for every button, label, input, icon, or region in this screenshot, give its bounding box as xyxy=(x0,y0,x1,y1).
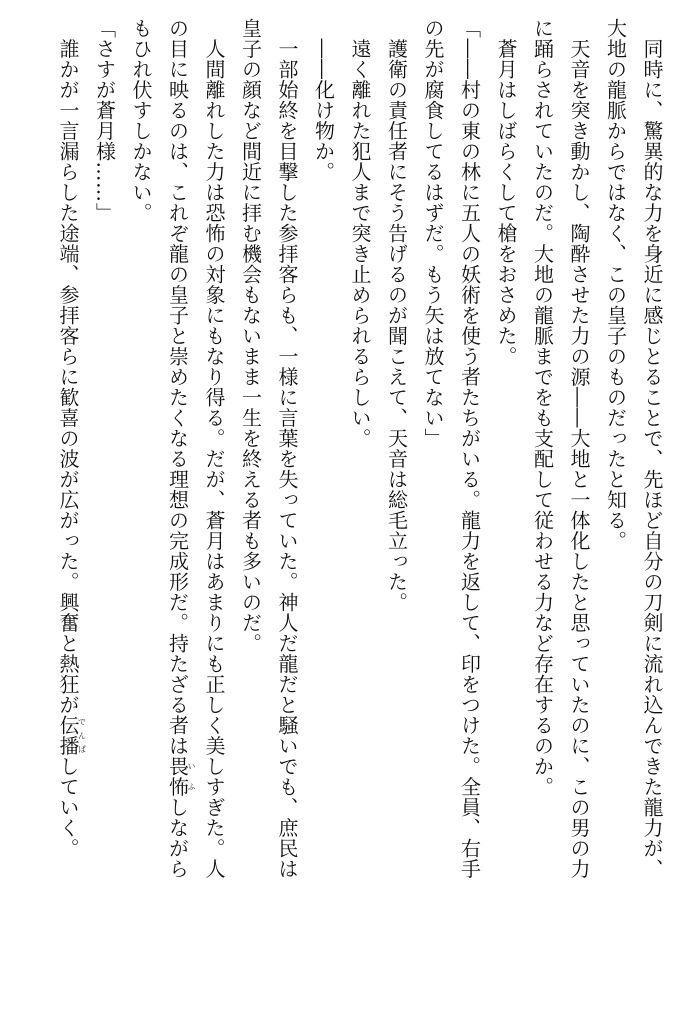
text-line-13: 人間離れした力は恐怖の対象にもなり得る。だが、蒼月はあまりにも正しく美しすぎた。人 xyxy=(202,18,226,879)
text-line-16: 「さすが蒼月様……」 xyxy=(92,18,117,223)
text-line-5: 蒼月はしばらくして槍をおさめた。 xyxy=(494,18,518,367)
ruby-reading: でんぱ xyxy=(77,715,87,756)
vertical-text-body xyxy=(50,18,671,1008)
text-line-9: 遠く離れた犯人まで突き止められるらしい。 xyxy=(348,18,372,449)
text-line-7: の先が腐食してるはずだ。もう矢は放てない」 xyxy=(421,18,445,449)
text-line-15: もひれ伏すしかない。 xyxy=(129,18,153,223)
text-line-3: 天音を突き動かし、陶酔させた力の源――大地と一体化したと思っていたのに、この男の力 xyxy=(567,18,591,879)
text-line-2: 大地の龍脈からではなく、この皇子のものだったと知る。 xyxy=(603,18,628,551)
text-line-1: 同時に、驚異的な力を身近に感じとることで、先ほど自分の刀剣に流れ込んできた龍力が、 xyxy=(640,18,664,879)
text-line-8: 護衛の責任者にそう告げるのが聞こえて、天音は総毛立った。 xyxy=(384,18,409,613)
text-line-6: 「――村の東の林に五人の妖術を使う者たちがいる。龍力を返して、印をつけた。全員、右手 xyxy=(457,18,482,879)
text-line-11: 一部始終を目撃した参拝客らも、一様に言葉を失っていた。神人だ龍だと騒いでも、庶民は xyxy=(275,18,299,879)
text-line-14: の目に映るのは、これぞ龍の皇子と崇めたくなる理想の完成形だ。持たざる者は畏怖いふしながら xyxy=(165,18,196,879)
text-line-17: 誰かが一言漏らした途端、参拝客らに歓喜の波が広がった。興奮と熱狂が伝播でんぱしていく。 xyxy=(56,18,87,859)
ruby-reading: いふ xyxy=(187,756,196,797)
text-line-10: ――化け物か。 xyxy=(311,18,336,182)
text-line-4: に踊らされていたのだ。大地の龍脈までをも支配して従わせる力など存在するのか。 xyxy=(530,18,555,797)
ruby-annotation: 畏怖いふ xyxy=(165,756,196,797)
text-line-12: 皇子の顔など間近に拝む機会もないまま一生を終える者も多いのだ。 xyxy=(238,18,263,654)
ruby-annotation: 伝播でんぱ xyxy=(56,715,87,756)
